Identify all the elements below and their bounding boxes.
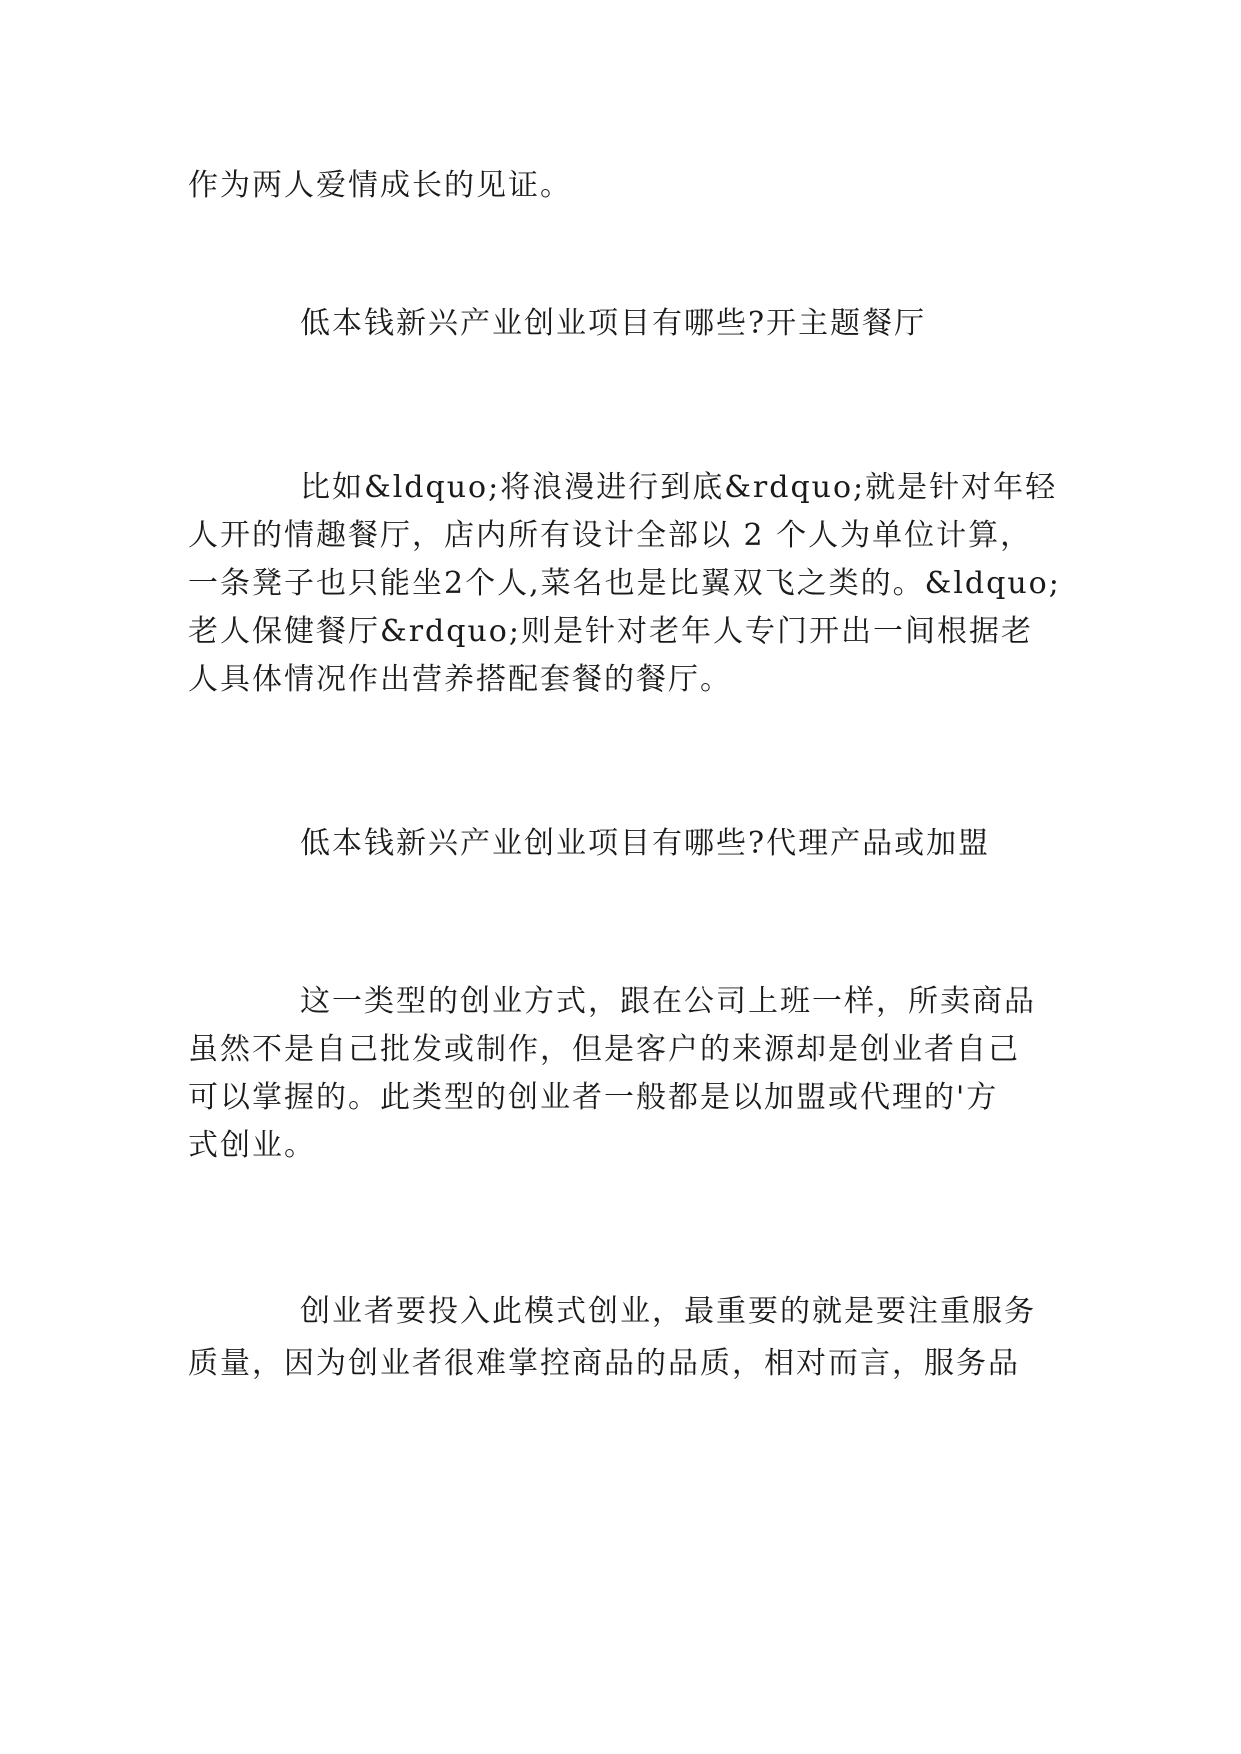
paragraph-line: 人开的情趣餐厅，店内所有设计全部以 2 个人为单位计算， [188,518,1033,553]
paragraph-line: 可以掌握的。此类型的创业者一般都是以加盟或代理的'方 [188,1080,999,1115]
paragraph-line: 质量，因为创业者很难掌控商品的品质，相对而言，服务品 [188,1346,1020,1381]
paragraph-line: 老人保健餐厅&rdquo;则是针对老年人专门开出一间根据老 [188,614,1033,649]
paragraph-line: 作为两人爱情成长的见证。 [188,168,572,203]
section-heading: 低本钱新兴产业创业项目有哪些?开主题餐厅 [300,306,927,341]
paragraph-line: 一条凳子也只能坐2个人,菜名也是比翼双飞之类的。&ldquo; [188,566,1061,601]
section-heading: 低本钱新兴产业创业项目有哪些?代理产品或加盟 [300,826,991,861]
paragraph-line: 比如&ldquo;将浪漫进行到底&rdquo;就是针对年轻 [300,470,1058,505]
paragraph-line: 人具体情况作出营养搭配套餐的餐厅。 [188,662,732,697]
paragraph-line: 创业者要投入此模式创业，最重要的就是要注重服务 [300,1294,1036,1329]
paragraph-line: 式创业。 [188,1128,316,1163]
paragraph-line: 这一类型的创业方式，跟在公司上班一样，所卖商品 [300,984,1036,1019]
paragraph-line: 虽然不是自己批发或制作，但是客户的来源却是创业者自己 [188,1032,1020,1067]
